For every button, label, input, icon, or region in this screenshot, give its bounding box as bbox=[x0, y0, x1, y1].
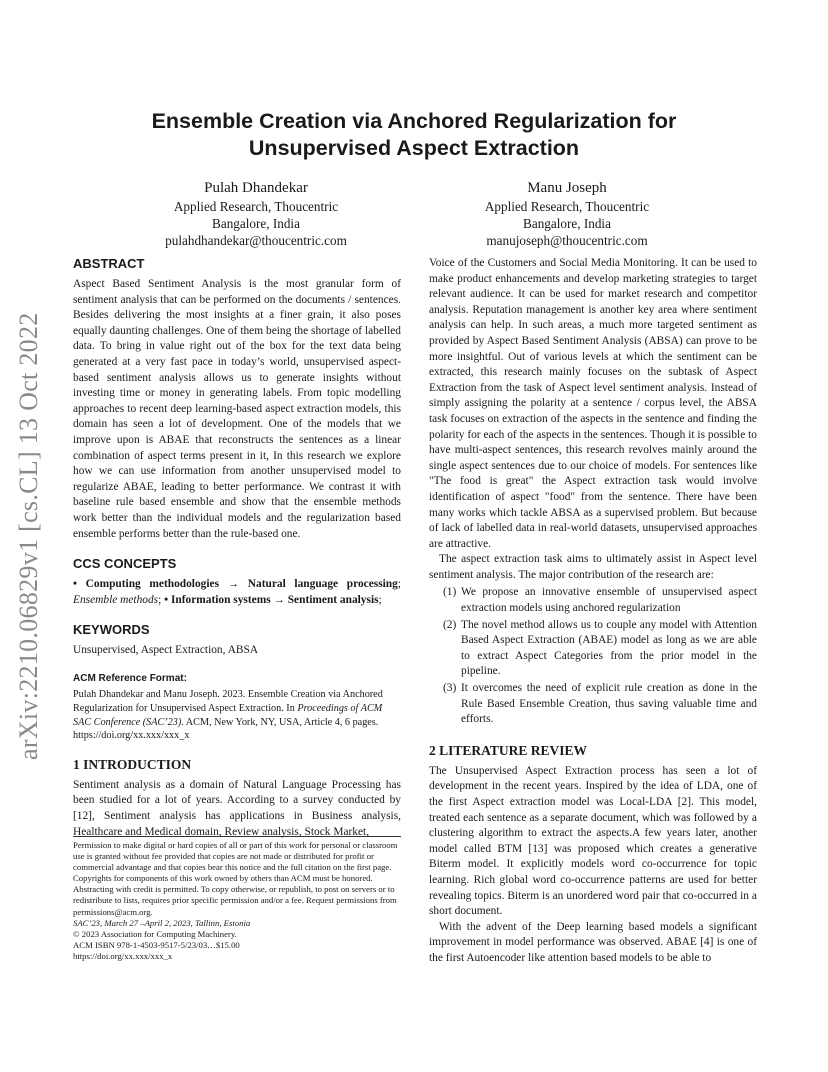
keywords-text: Unsupervised, Aspect Extraction, ABSA bbox=[73, 644, 259, 657]
abstract-heading: ABSTRACT bbox=[73, 256, 145, 271]
arxiv-stamp: arXiv:2210.06829v1 [cs.CL] 13 Oct 2022 bbox=[14, 312, 43, 760]
author-affiliation: Applied Research, Thoucentric bbox=[173, 199, 339, 214]
ccs-heading: CCS CONCEPTS bbox=[73, 556, 177, 572]
keywords-heading: KEYWORDS bbox=[73, 622, 150, 638]
literature-paragraph-2: With the advent of the Deep learning based models a significant improvement in model performance was observed. ABAE [4] is one of the first Autoencoder like attention based models to be able to bbox=[429, 920, 757, 964]
author-email: manujoseph@thoucentric.com bbox=[486, 233, 648, 248]
title-line-1: Ensemble Creation via Anchored Regularization for bbox=[151, 109, 677, 133]
doi-line: https://doi.org/xx.xxx/xxx_x bbox=[73, 950, 173, 961]
title-line-2: Unsupervised Aspect Extraction bbox=[248, 136, 580, 160]
list-item: (2) The novel method allows us to couple any model with Attention Based Aspect Extraction (ABAE) model as long as we are able to extract Aspect Categories from the prior model in the pipeline. bbox=[443, 618, 757, 678]
permission-text: Permission to make digital or hard copies of all or part of this work for personal or classroom use is granted without fee provided that copies are not made or distributed for profit or commercial advantage and that copies bear this notice and the full citation on the first page. Copyrights for components of this work owned by others than ACM must be honored. Abstracting with credit is permitted. To copy otherwise, or republish, to post on servers or to redistribute to lists, requires prior specific permission and/or a fee. Request permissions from permissions@acm.org. bbox=[73, 840, 398, 917]
conference-line: SAC’23, March 27 –April 2, 2023, Tallinn, Estonia bbox=[73, 917, 251, 928]
author-block-1 bbox=[126, 179, 386, 249]
intro-continued: Voice of the Customers and Social Media Monitoring. It can be used to make product enhancements and develop marketing strategies to target relevant audience. It can be used for market research and competitor analysis. Reputation management is another key area where sentiment analysis can help. In such areas, a much more targeted sentiment as provided by Aspect Based Sentiment Analysis (ABSA) can prove to be more insightful. Out of various levels at which the sentiment can be extracted, this research mainly focuses on the subtask of Aspect Extraction from the task of Aspect level sentiment analysis. Instead of simply assigning the polarity at a sentence / corpus level, the ABSA task focuses on extraction of the aspects in the sentence and finding the polarity for each of the aspects in the sentences. Though it is possible to have multi-aspect sentences, this research revolves mainly around the single aspect sentences due to our choice of models. For sentences like "The food is great" the Aspect extraction task would involve identification of aspect "food" from the sentence. There have been many works which tackle ABSA as a supervised problem. But because of lack of labelled data in real-world datasets, unsupervised approaches are attractive. bbox=[429, 257, 757, 550]
contribution-list bbox=[429, 585, 757, 727]
ref-format-text: Pulah Dhandekar and Manu Joseph. 2023. Ensemble Creation via Anchored Regularization for Unsupervised Aspect Extraction. In Proceedings of ACM SAC Conference (SAC’23). ACM, New York, NY, USA, Article 4, 6 pages. https://doi.org/xx.xxx/xxx_x bbox=[73, 689, 383, 742]
author-affiliation: Applied Research, Thoucentric bbox=[484, 199, 650, 214]
author-email: pulahdhandekar@thoucentric.com bbox=[165, 233, 347, 248]
list-item: (3) It overcomes the need of explicit rule creation as done in the Rule Based Ensemble Creation, thus saving valuable time and efforts. bbox=[443, 682, 757, 726]
contribution-intro: The aspect extraction task aims to ultimately assist in Aspect level sentiment analysis. The major contribution of the research are: bbox=[429, 553, 757, 581]
right-column bbox=[429, 256, 757, 967]
author-location: Bangalore, India bbox=[212, 216, 300, 231]
literature-paragraph-1: The Unsupervised Aspect Extraction process has seen a lot of development in the recent years. Inspired by the idea of LDA, one of the first Aspect extraction model was Local-LDA [2]. This model, treated each sentence as a separate document, which was followed by a clustering algorithm to extract the aspects.A few years later, another model called BTM [13] was proposed which creates a generative Biterm model. It explicitly models word co-occurrence for topic learning. Rich global word co-occurrence patterns are used for better revealing topics. Biterm is an unordered word pair that co-occurred in a short document. bbox=[429, 764, 757, 918]
left-column bbox=[73, 256, 401, 840]
permission-footnote bbox=[73, 836, 401, 962]
ccs-text: • Computing methodologies → Natural language processing; Ensemble methods; • Information systems → Sentiment analysis; bbox=[73, 578, 401, 606]
author-block-2 bbox=[437, 179, 697, 249]
copyright-line: © 2023 Association for Computing Machinery. bbox=[73, 928, 237, 939]
intro-heading: 1 INTRODUCTION bbox=[73, 756, 192, 772]
author-location: Bangalore, India bbox=[523, 216, 611, 231]
author-name: Manu Joseph bbox=[527, 180, 607, 196]
abstract-text: Aspect Based Sentiment Analysis is the most granular form of sentiment analysis that can be performed on the documents / sentences. Besides delivering the most insights at a finer grain, it also poses equally daunting challenges. One of them being the shortage of labelled data. To bring in value right out of the box for the text data being generated at a very fast pace in today’s world, unsupervised aspect-based sentiment analysis allows us to generate insights without investing time or money in generating labels. From topic modelling approaches to recent deep learning-based aspect extraction models, this domain has seen a lot of development. One of the models that we improve upon is ABAE that reconstructs the sentences as a linear combination of aspect terms present in it, In this research we explore how we can use information from another unsupervised model to regularize ABAE, leading to better performance. We contrast it with baseline rule based ensemble and show that the ensemble methods work better than the individual models and the regularization based ensemble performs better than the rule-based one. bbox=[73, 278, 401, 540]
literature-review-heading: 2 LITERATURE REVIEW bbox=[429, 742, 588, 758]
isbn-line: ACM ISBN 978-1-4503-9517-5/23/03…$15.00 bbox=[73, 939, 240, 950]
intro-text: Sentiment analysis as a domain of Natural Language Processing has been studied for a lot of years. According to a survey conducted by [12], Sentiment analysis has applications in Business analysis, Healthcare and Medical domain, Review analysis, Stock Market, bbox=[73, 778, 401, 838]
list-item: (1) We propose an innovative ensemble of unsupervised aspect extraction models using anchored regularization bbox=[443, 586, 757, 615]
ref-format-heading: ACM Reference Format: bbox=[73, 672, 187, 684]
paper-title bbox=[0, 108, 828, 162]
author-name: Pulah Dhandekar bbox=[204, 180, 308, 196]
